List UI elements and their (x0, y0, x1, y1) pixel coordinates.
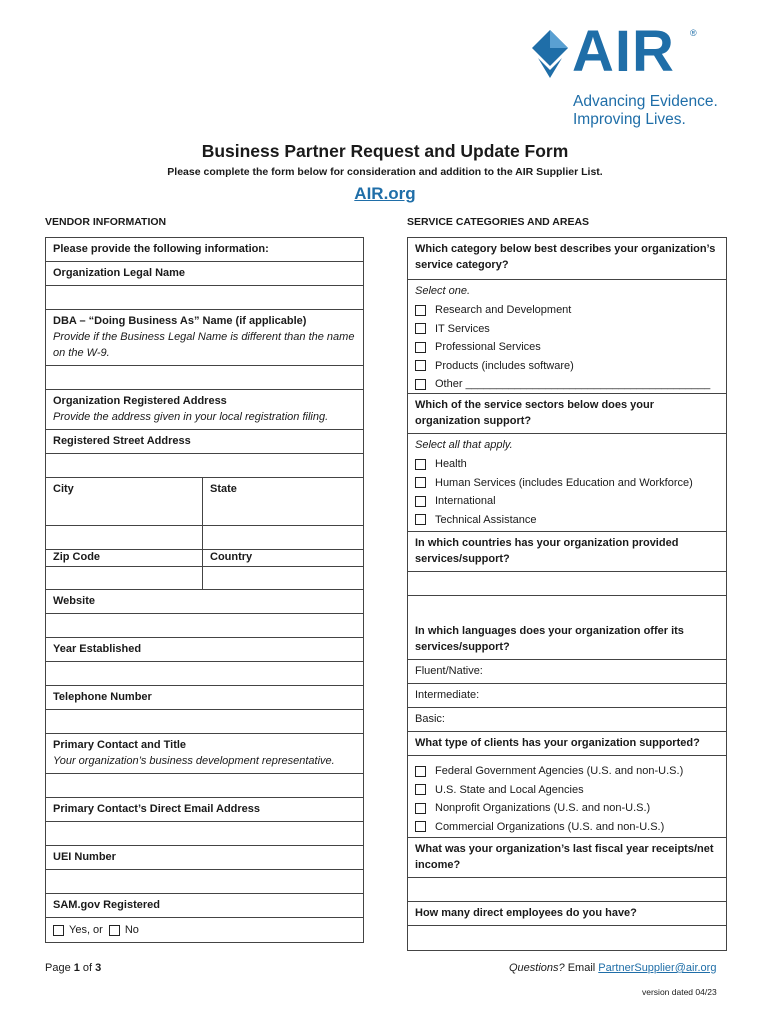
tagline-line-2: Improving Lives. (573, 111, 686, 128)
q1-row (408, 238, 726, 280)
sector-option-label: International (435, 495, 496, 507)
vendor-table (45, 237, 364, 943)
category-option[interactable] (415, 357, 719, 376)
phone-label: Telephone Number (53, 691, 152, 703)
address-note: Provide the address given in your local registration filing. (53, 411, 329, 423)
checkbox-icon[interactable] (415, 477, 426, 488)
checkbox-icon[interactable] (415, 766, 426, 777)
sector-option-label: Technical Assistance (435, 513, 537, 526)
category-option-label: Products (includes software) (435, 359, 574, 372)
q3-row (408, 532, 726, 572)
checkbox-icon[interactable] (415, 496, 426, 507)
logo-wordmark: AIR (572, 19, 675, 84)
country-field[interactable] (203, 566, 363, 589)
vendor-heading: VENDOR INFORMATION (45, 216, 167, 228)
vendor-intro: Please provide the following information: (53, 243, 269, 255)
form-title: Business Partner Request and Update Form (201, 141, 569, 161)
city-cell (46, 478, 203, 549)
contact-note: Your organization’s business development representative. (53, 755, 335, 767)
category-option-label: Other ________________________________________ (435, 378, 711, 390)
q2-row (408, 394, 726, 434)
sector-option[interactable] (415, 492, 719, 511)
client-type-option-label: Nonprofit Organizations (U.S. and non-U.S.) (435, 802, 651, 814)
state-field[interactable] (203, 526, 363, 549)
client-type-option[interactable] (415, 818, 719, 837)
logo-tagline (573, 93, 718, 129)
q2-options (408, 434, 726, 532)
sam-options-row (46, 918, 363, 942)
email-label-row (46, 798, 363, 822)
sam-no-label: No (124, 924, 139, 936)
registered-mark: ® (690, 28, 697, 38)
city-label: City (53, 483, 74, 495)
year-label-row (46, 638, 363, 662)
tagline-line-1: Advancing Evidence. (573, 93, 718, 110)
category-option[interactable] (415, 338, 719, 357)
basic-field[interactable] (408, 708, 726, 732)
street-label-row (46, 430, 363, 454)
zip-field[interactable] (46, 566, 202, 589)
sector-option-label: Human Services (includes Education and Workforce) (435, 476, 693, 489)
checkbox-icon[interactable] (415, 342, 426, 353)
service-heading: SERVICE CATEGORIES AND AREAS (407, 216, 590, 228)
page-of: of (79, 962, 96, 974)
zip-cell (46, 550, 203, 589)
contact-label: Primary Contact and Title (53, 739, 187, 751)
basic-label: Basic: (415, 713, 445, 725)
q7-row (408, 902, 726, 926)
category-option-label: Research and Development (435, 304, 572, 316)
page-total: 3 (95, 962, 102, 974)
city-field[interactable] (46, 526, 202, 549)
checkbox-icon[interactable] (415, 323, 426, 334)
year-field[interactable] (46, 662, 363, 686)
country-cell (203, 550, 363, 589)
email-text: Email (564, 962, 599, 974)
client-type-option-label: Federal Government Agencies (U.S. and non-U.S.) (435, 765, 684, 777)
contact-label-row (46, 734, 363, 774)
year-label: Year Established (53, 643, 142, 655)
q4-label: In which languages does your organization offer its services/support? (415, 625, 684, 653)
q2-label: Which of the service sectors below does your organization support? (415, 399, 655, 427)
intermediate-field[interactable] (408, 684, 726, 708)
sector-option[interactable] (415, 455, 719, 474)
q5-label: What type of clients has your organization supported? (415, 737, 700, 749)
phone-label-row (46, 686, 363, 710)
email-label: Primary Contact’s Direct Email Address (53, 803, 261, 815)
q1-label: Which category below best describes your organization’s service category? (415, 243, 716, 271)
sector-option[interactable] (415, 511, 719, 530)
category-option[interactable] (415, 375, 719, 394)
sector-option[interactable] (415, 474, 719, 493)
version-date: version dated 04/23 (642, 987, 717, 997)
country-label: Country (210, 551, 253, 563)
questions-contact (509, 962, 716, 974)
category-option-label: Professional Services (435, 341, 541, 353)
site-link[interactable]: AIR.org (354, 184, 416, 203)
phone-field[interactable] (46, 710, 363, 734)
email-field[interactable] (46, 822, 363, 846)
city-state-row (46, 478, 363, 550)
sam-label: SAM.gov Registered (53, 899, 160, 911)
q2-hint: Select all that apply. (415, 439, 513, 451)
dba-label-row (46, 310, 363, 366)
contact-field[interactable] (46, 774, 363, 798)
page-indicator (45, 962, 101, 974)
checkbox-icon[interactable] (415, 514, 426, 525)
page-prefix: Page (45, 962, 74, 974)
checkbox-icon[interactable] (415, 459, 426, 470)
air-logo-mark-icon (528, 28, 572, 80)
checkbox-icon[interactable] (415, 305, 426, 316)
uei-field[interactable] (46, 870, 363, 894)
sam-no-checkbox[interactable] (109, 925, 120, 936)
zip-label: Zip Code (53, 551, 101, 563)
client-type-option-label: Commercial Organizations (U.S. and non-U.S.) (435, 820, 665, 833)
website-label: Website (53, 595, 95, 607)
fluent-label: Fluent/Native: (415, 665, 483, 677)
checkbox-icon[interactable] (415, 360, 426, 371)
q4-row (408, 596, 726, 660)
q3-field[interactable] (408, 572, 726, 596)
dba-field[interactable] (46, 366, 363, 390)
q1-options (408, 280, 726, 394)
category-option[interactable] (415, 301, 719, 320)
sam-label-row (46, 894, 363, 918)
legal-name-field[interactable] (46, 286, 363, 310)
legal-name-label: Organization Legal Name (53, 267, 186, 279)
category-option[interactable] (415, 320, 719, 339)
vendor-intro-row (46, 238, 363, 262)
street-label: Registered Street Address (53, 435, 191, 447)
questions-label: Questions? (509, 962, 565, 974)
sam-yes-checkbox[interactable] (53, 925, 64, 936)
service-table (407, 237, 727, 951)
street-field[interactable] (46, 454, 363, 478)
client-type-option[interactable] (415, 781, 719, 800)
checkbox-icon[interactable] (415, 379, 426, 390)
checkbox-icon[interactable] (415, 821, 426, 832)
legal-name-label-row (46, 262, 363, 286)
contact-email-link[interactable]: PartnerSupplier@air.org (598, 962, 717, 974)
q3-label: In which countries has your organization provided services/support? (415, 537, 679, 565)
category-option-label: IT Services (435, 322, 490, 335)
address-label: Organization Registered Address (53, 395, 227, 407)
client-type-option[interactable] (415, 762, 719, 781)
state-cell (203, 478, 363, 549)
q5-options (408, 756, 726, 838)
q7-label: How many direct employees do you have? (415, 907, 637, 919)
uei-label-row (46, 846, 363, 870)
uei-label: UEI Number (53, 851, 116, 863)
form-subtitle: Please complete the form below for consideration and addition to the AIR Supplier List. (167, 166, 603, 178)
fluent-field[interactable] (408, 660, 726, 684)
checkbox-icon[interactable] (415, 784, 426, 795)
dba-label: DBA – “Doing Business As” Name (if applicable) (53, 315, 307, 327)
checkbox-icon[interactable] (415, 803, 426, 814)
q1-hint: Select one. (415, 285, 471, 297)
page-number: 1 (73, 962, 80, 974)
sam-yes-label: Yes, or (69, 924, 103, 936)
q7-field[interactable] (408, 926, 726, 950)
q6-row (408, 838, 726, 878)
sector-option-label: Health (435, 458, 467, 470)
address-label-row (46, 390, 363, 430)
q6-field[interactable] (408, 878, 726, 902)
dba-note: Provide if the Business Legal Name is different than the name on the W-9. (53, 331, 355, 359)
q6-label: What was your organization’s last fiscal year receipts/net income? (415, 843, 714, 871)
q5-row (408, 732, 726, 756)
intermediate-label: Intermediate: (415, 689, 480, 701)
state-label: State (210, 483, 237, 495)
client-type-option-label: U.S. State and Local Agencies (435, 783, 584, 796)
zip-country-row (46, 550, 363, 590)
website-field[interactable] (46, 614, 363, 638)
client-type-option[interactable] (415, 799, 719, 818)
website-label-row (46, 590, 363, 614)
